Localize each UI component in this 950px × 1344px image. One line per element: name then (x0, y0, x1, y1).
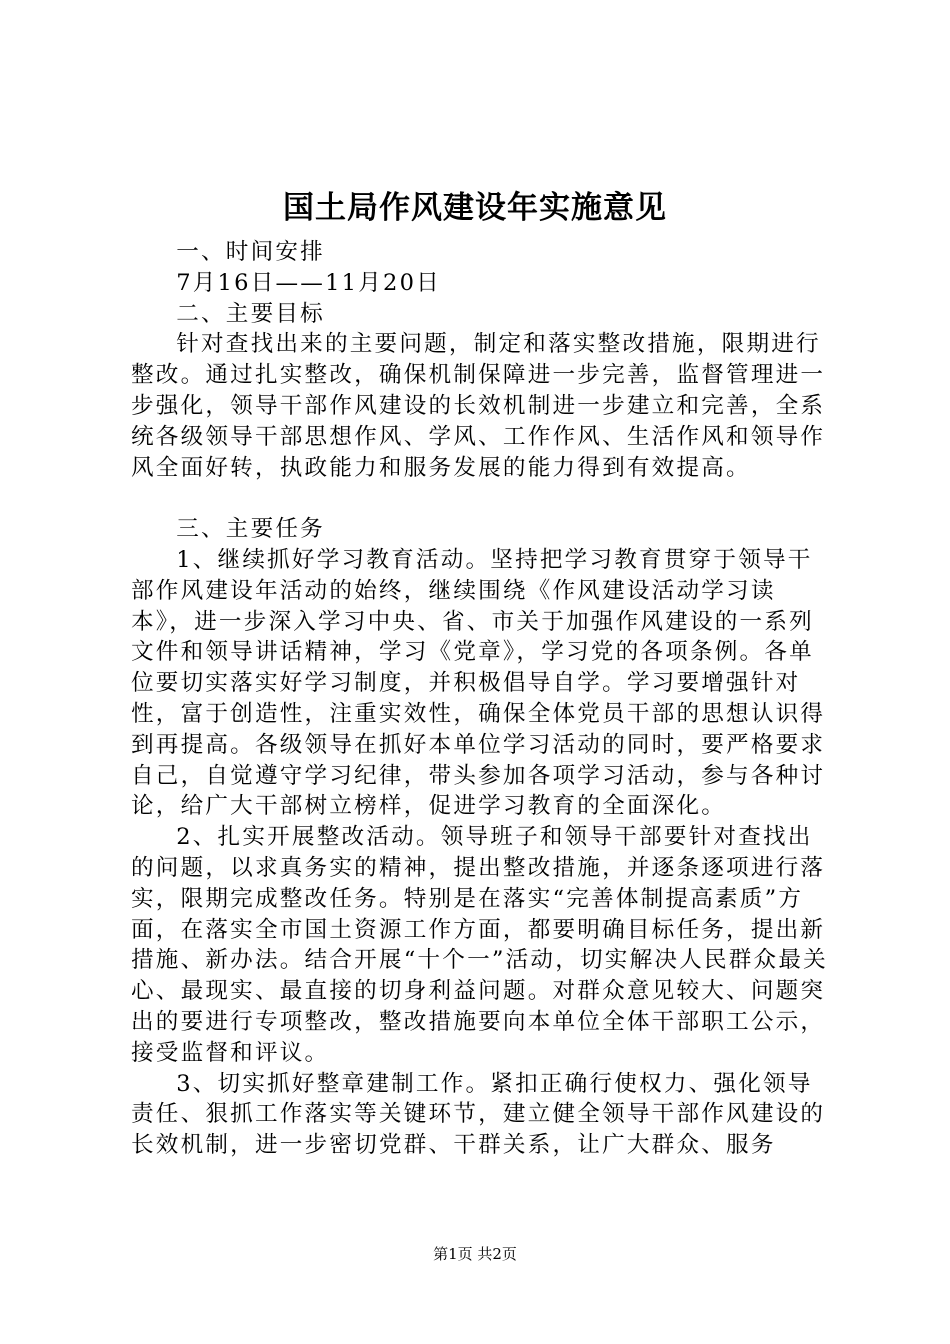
document-body (131, 237, 835, 1161)
section-heading-tasks: 三、主要任务 (176, 516, 325, 543)
section-heading-goals: 二、主要目标 (176, 300, 325, 327)
task-paragraph-3: 3、切实抓好整章建制工作。紧扣正确行使权力、强化领导责任、狠抓工作落实等关键环节，建立健全领导干部作风建设的长效机制，进一步密切党群、干群关系，让广大群众、服务 (131, 1070, 826, 1159)
schedule-date-range: 7月16日——11月20日 (176, 269, 441, 296)
task-paragraph-2: 2、扎实开展整改活动。领导班子和领导干部要针对查找出的问题，以求真务实的精神，提出整改措施，并逐条逐项进行落实，限期完成整改任务。特别是在落实“完善体制提高素质”方面，在落实全市国土资源工作方面，都要明确目标任务，提出新措施、新办法。结合开展“十个一”活动，切实解决人民群众最关心、最现实、最直接的切身利益问题。对群众意见较大、问题突出的要进行专项整改，整改措施要向本单位全体干部职工公示，接受监督和评议。 (131, 824, 828, 1066)
page-footer: 第1页 共2页 (433, 1245, 517, 1263)
goals-paragraph: 针对查找出来的主要问题，制定和落实整改措施，限期进行整改。通过扎实整改，确保机制保障进一步完善，监督管理进一步强化，领导干部作风建设的长效机制进一步建立和完善，全系统各级领导干部思想作风、学风、工作作风、生活作风和领导作风全面好转，执政能力和服务发展的能力得到有效提高。 (131, 331, 826, 481)
document-title: 国土局作风建设年实施意见 (283, 190, 667, 226)
section-heading-schedule: 一、时间安排 (176, 239, 325, 265)
task-paragraph-1: 1、继续抓好学习教育活动。坚持把学习教育贯穿于领导干部作风建设年活动的始终，继续围绕《作风建设活动学习读本》，进一步深入学习中央、省、市关于加强作风建设的一系列文件和领导讲话精神，学习《党章》，学习党的各项条例。各单位要切实落实好学习制度，并积极倡导自学。学习要增强针对性，富于创造性，注重实效性，确保全体党员干部的思想认识得到再提高。各级领导在抓好本单位学习活动的同时，要严格要求自己，自觉遵守学习纪律，带头参加各项学习活动，参与各种讨论，给广大干部树立榜样，促进学习教育的全面深化。 (131, 546, 826, 820)
